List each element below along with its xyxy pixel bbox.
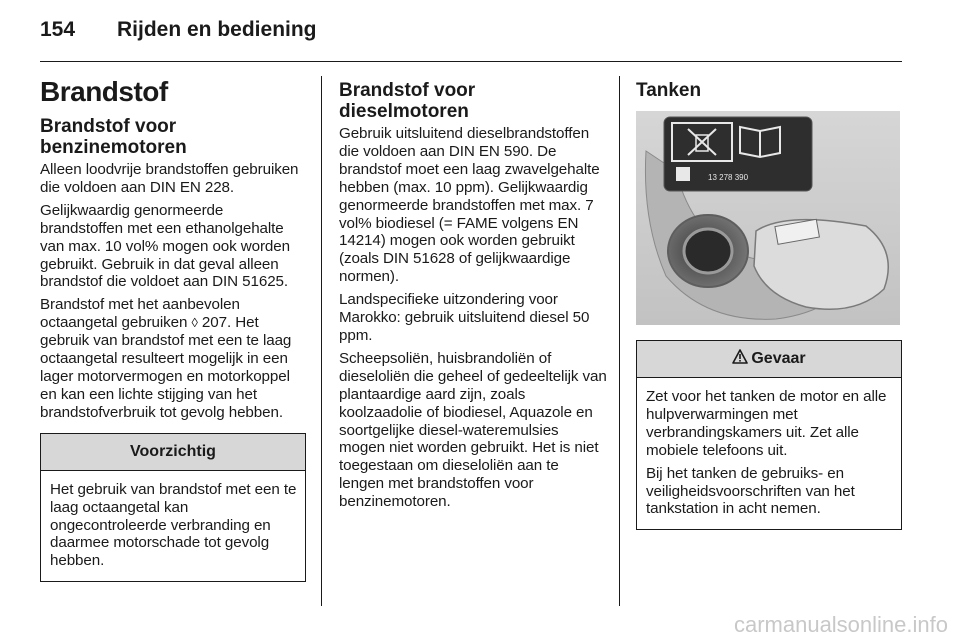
diesel-subtitle: Brandstof voor dieselmotoren — [339, 80, 476, 122]
caution-box-title: Voorzichtig — [41, 434, 305, 471]
petrol-para-1: Alleen loodvrije brandstoffen gebruiken die voldoen aan DIN EN 228. — [40, 161, 299, 196]
diesel-para-1: Gebruik uitsluitend dieselbrandstoffen die voldoen aan DIN EN 590. De brandstof moet een laag zwavelgehalte hebben (max. 10 ppm). Gelijkwaardig genormeerde brandstoffen met max. 7 vol% biodiesel (= FAME volgens EN 14214) mogen ook worden gebruikt (zoals DIN 51628 of gelijkwaardige normen). — [339, 125, 600, 286]
column-3 — [636, 70, 902, 530]
page-ref-icon: ◊ — [191, 315, 198, 331]
column-1 — [40, 70, 306, 582]
watermark: carmanualsonline.info — [733, 612, 948, 637]
chapter-title: Rijden en bediening — [117, 18, 317, 41]
danger-box-header — [637, 341, 901, 378]
danger-box — [636, 340, 902, 530]
figure-label: 13 278 390 — [708, 173, 749, 182]
header-rule — [40, 61, 902, 62]
page-header — [40, 18, 902, 58]
column-2 — [339, 70, 607, 511]
danger-box-body — [637, 378, 901, 529]
diesel-para-2: Landspecifieke uitzondering voor Marokko: gebruik uitsluitend diesel 50 ppm. — [339, 291, 590, 344]
column-divider-1 — [321, 76, 322, 606]
column-divider-2 — [619, 76, 620, 606]
page-number: 154 — [40, 18, 76, 41]
diesel-para-3: Scheepsoliën, huisbrandoliën of dieseloliën die geheel of gedeeltelijk van plantaardige aard zijn, zoals koolzaadolie of biodiesel, Aquazole en soortgelijke diesel-wateremulsies mogen niet worden gebruikt. Het is niet toegestaan om dieseloliën aan te lengen met brandstoffen voor benzinemotoren. — [339, 349, 607, 511]
caution-box — [40, 433, 306, 583]
petrol-para-3-end: . Het gebruik van brandstof met een te laag octaangetal resulteert mogelijk in een lager motorvermogen en motorkoppel en kan een lichte stijging van het brandstofverbruik tot gevolg hebben. — [40, 314, 292, 421]
fuel-flap-illustration — [636, 111, 900, 325]
petrol-subtitle: Brandstof voor benzinemotoren — [40, 116, 187, 158]
warning-triangle-icon — [732, 349, 748, 369]
petrol-para-3-start: Brandstof met het aanbevolen octaangetal gebruiken — [40, 296, 240, 332]
danger-box-text-2: Bij het tanken de gebruiks- en veiligheidsvoorschriften van het tankstation in acht nemen. — [646, 464, 855, 518]
fuel-flap-figure — [636, 111, 900, 325]
petrol-para-3 — [40, 296, 306, 421]
section-title: Brandstof — [40, 76, 168, 107]
page-ref-link[interactable]: 207 — [197, 314, 227, 332]
refuel-subtitle: Tanken — [636, 80, 702, 101]
caution-box-body — [41, 471, 305, 582]
petrol-para-2: Gelijkwaardig genormeerde brandstoffen met een ethanolgehalte van max. 10 vol% mogen ook worden gebruikt. Gebruik in dat geval alleen brandstof die voldoet aan DIN 51625. — [40, 201, 290, 291]
caution-box-text: Het gebruik van brandstof met een te laag octaangetal kan ongecontroleerde verbranding en daarmee motorschade tot gevolg hebben. — [50, 480, 297, 570]
danger-box-text-1: Zet voor het tanken de motor en alle hulpverwarmingen met verbrandingskamers uit. Zet alle mobiele telefoons uit. — [646, 388, 887, 459]
danger-box-title: Gevaar — [751, 350, 806, 367]
